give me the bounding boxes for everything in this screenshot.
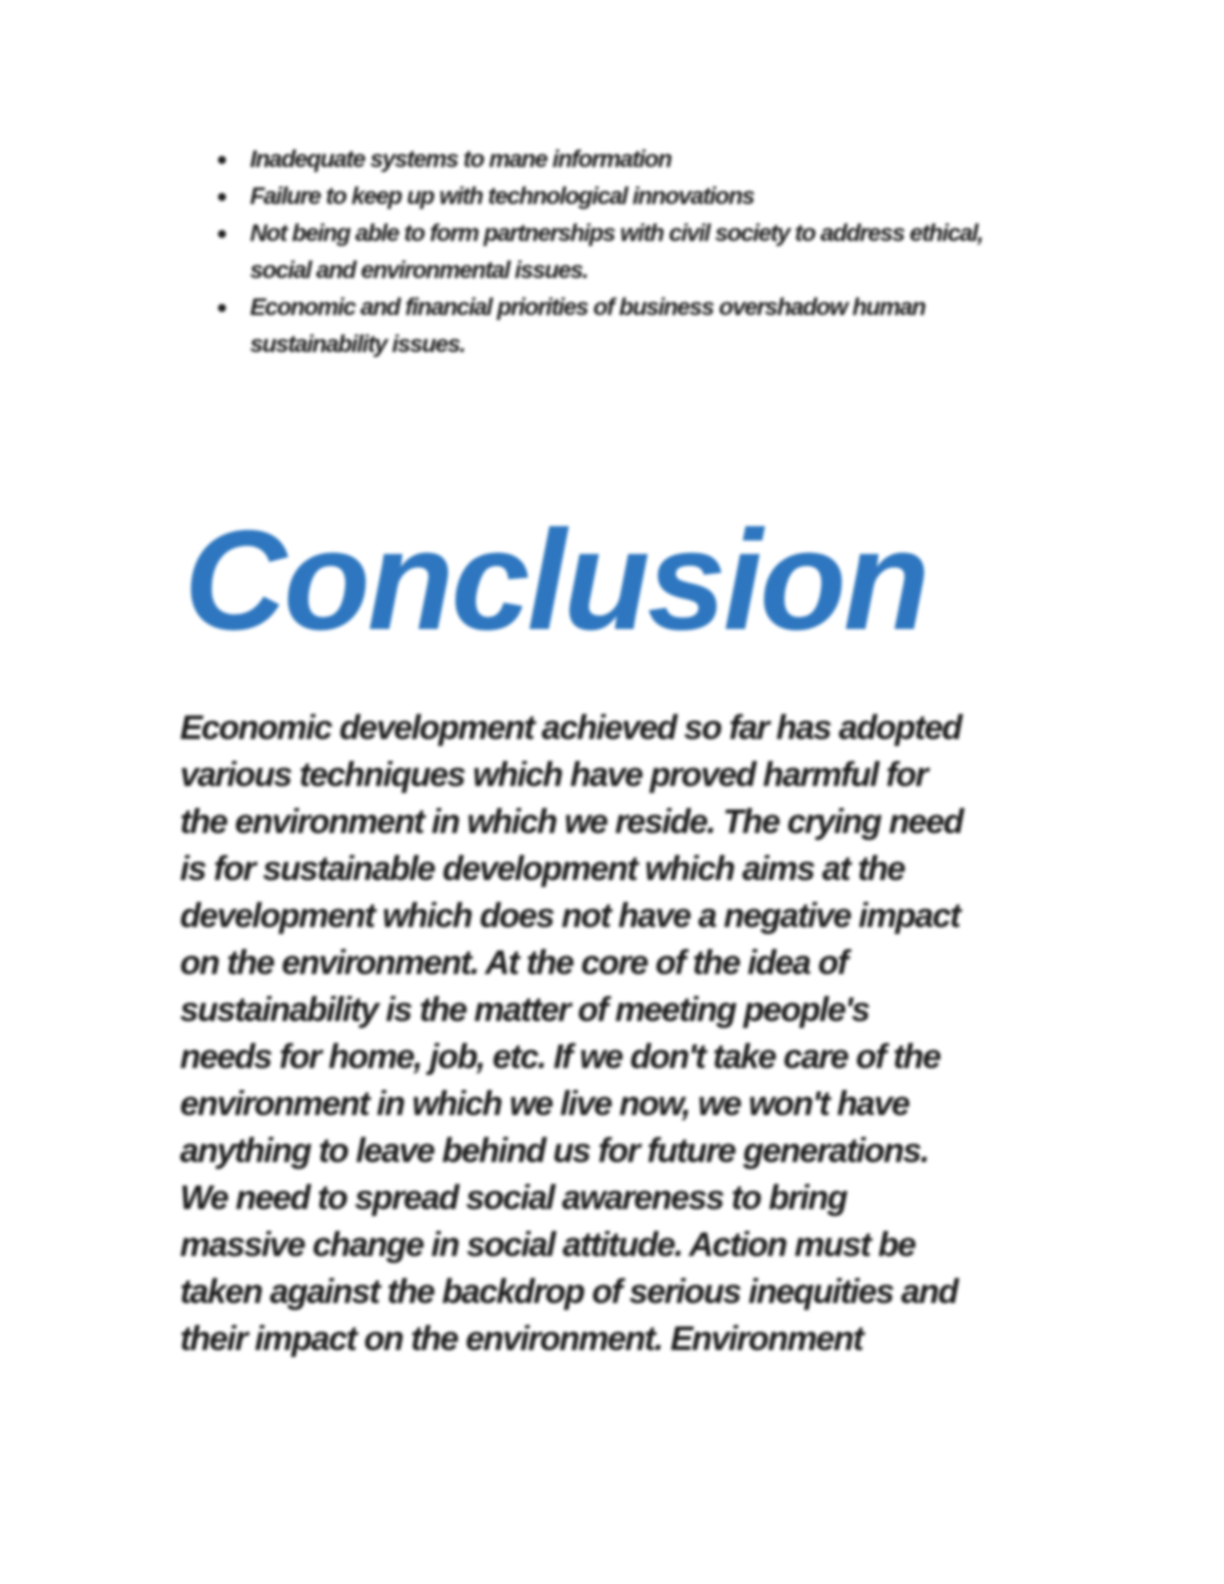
paragraph-line: Economic development achieved so far has adopted (180, 709, 962, 747)
paragraph-line: is for sustainable development which aims at the (180, 850, 905, 888)
conclusion-paragraph (180, 705, 1050, 1363)
bullet-list (214, 141, 1040, 363)
paragraph-line: massive change in social attitude. Action must be (180, 1226, 916, 1264)
paragraph-line: various techniques which have proved harmful for (180, 756, 928, 794)
paragraph-line: on the environment. At the core of the idea of (180, 944, 848, 982)
paragraph-line: environment in which we live now, we won't have (180, 1085, 909, 1123)
paragraph-line: We need to spread social awareness to bring (180, 1179, 847, 1217)
paragraph-line: the environment in which we reside. The crying need (180, 803, 963, 841)
bullet-item: Inadequate systems to mane information (250, 141, 1040, 178)
paragraph-line: sustainability is the matter of meeting people's (180, 991, 870, 1029)
section-heading: Conclusion (184, 501, 928, 660)
paragraph-line: taken against the backdrop of serious inequities and (180, 1273, 958, 1311)
paragraph-line: their impact on the environment. Environment (180, 1320, 863, 1358)
paragraph-line: anything to leave behind us for future generations. (180, 1132, 929, 1170)
bullet-item: Economic and financial priorities of business overshadow human sustainability issues. (250, 289, 1040, 363)
paragraph-line: needs for home, job, etc. If we don't take care of the (180, 1038, 940, 1076)
paragraph-line: development which does not have a negative impact (180, 897, 960, 935)
bullet-item: Not being able to form partnerships with civil society to address ethical, social and environmental issues. (250, 215, 1040, 289)
bullet-item: Failure to keep up with technological innovations (250, 178, 1040, 215)
